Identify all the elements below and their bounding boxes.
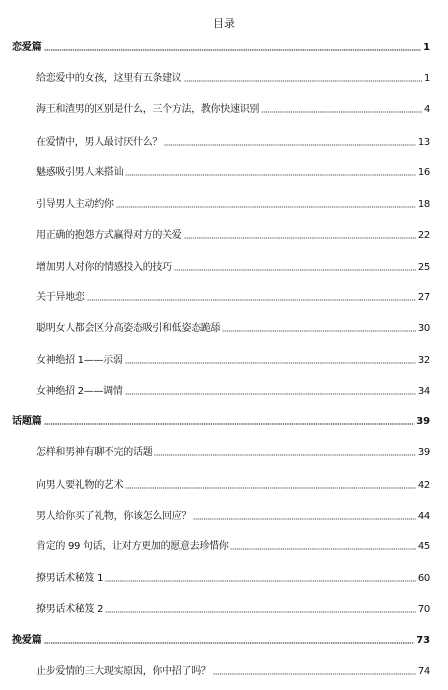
toc-entry[interactable] xyxy=(36,71,430,87)
toc-entry[interactable] xyxy=(36,509,430,525)
toc-entry[interactable] xyxy=(36,571,430,587)
toc-entry-label: 恋爱篇 xyxy=(12,42,42,53)
dot-leader xyxy=(125,392,416,396)
toc-entry[interactable] xyxy=(36,102,430,118)
toc-entry-label: 撩男话术秘笈 2 xyxy=(36,604,104,615)
toc-entry-label: 海王和渣男的区别是什么，三个方法，教你快速识别 xyxy=(36,104,260,115)
dot-leader xyxy=(261,110,422,114)
toc-entry-label: 引导男人主动约你 xyxy=(36,199,114,210)
toc-entry[interactable] xyxy=(36,539,430,555)
dot-leader xyxy=(164,143,416,147)
dot-leader xyxy=(44,641,415,645)
toc-entry-label: 在爱情中，男人最讨厌什么？ xyxy=(36,137,163,148)
toc-page-number: 42 xyxy=(417,480,430,491)
toc-entry[interactable] xyxy=(36,478,430,494)
toc-page-number: 32 xyxy=(417,355,430,366)
toc-page-number: 18 xyxy=(417,199,430,210)
toc-entry[interactable] xyxy=(36,664,430,680)
toc-page-number: 1 xyxy=(423,73,430,84)
toc-page-number: 60 xyxy=(417,573,430,584)
dot-leader xyxy=(116,205,416,209)
page-title: 目录 xyxy=(213,17,235,30)
toc-entry[interactable] xyxy=(36,197,430,213)
toc-page-number: 39 xyxy=(417,447,430,458)
toc-entry[interactable] xyxy=(36,384,430,400)
toc-entry-label: 话题篇 xyxy=(12,416,42,427)
toc-section[interactable] xyxy=(12,414,430,430)
toc-entry[interactable] xyxy=(36,290,430,306)
dot-leader xyxy=(105,579,416,583)
toc-entry-label: 关于异地恋 xyxy=(36,292,85,303)
toc-entry-label: 增加男人对你的情感投入的技巧 xyxy=(36,262,172,273)
toc-page-number: 34 xyxy=(417,386,430,397)
toc-page-number: 25 xyxy=(417,262,430,273)
toc-page-number: 73 xyxy=(416,635,430,646)
toc-page-number: 30 xyxy=(417,323,430,334)
toc-page-number: 39 xyxy=(416,416,430,427)
toc-page-number: 74 xyxy=(417,666,430,677)
dot-leader xyxy=(222,329,416,333)
toc-entry-label: 向男人要礼物的艺术 xyxy=(36,480,124,491)
toc-page-number: 1 xyxy=(423,42,430,53)
toc-entry-label: 女神绝招 2——调情 xyxy=(36,386,123,397)
toc-entry[interactable] xyxy=(36,321,430,337)
toc-entry-label: 给恋爱中的女孩，这里有五条建议 xyxy=(36,73,182,84)
toc-page-number: 27 xyxy=(417,292,430,303)
toc-entry-label: 用正确的抱怨方式赢得对方的关爱 xyxy=(36,230,182,241)
dot-leader xyxy=(87,298,416,302)
toc-page-number: 4 xyxy=(423,104,430,115)
toc-entry[interactable] xyxy=(36,135,430,151)
toc-entry-label: 肯定的 99 句话，让对方更加的愿意去珍惜你 xyxy=(36,541,229,552)
dot-leader xyxy=(44,422,415,426)
toc-entry-label: 怎样和男神有聊不完的话题 xyxy=(36,447,153,458)
toc-entry-label: 止步爱情的三大现实原因，你中招了吗？ xyxy=(36,666,211,677)
dot-leader xyxy=(174,268,416,272)
toc-entry[interactable] xyxy=(36,445,430,461)
toc-entry[interactable] xyxy=(36,228,430,244)
toc-page-number: 13 xyxy=(417,137,430,148)
toc-page-number: 22 xyxy=(417,230,430,241)
toc-page-number: 44 xyxy=(417,511,430,522)
dot-leader xyxy=(184,79,422,83)
dot-leader xyxy=(125,361,416,365)
dot-leader xyxy=(125,173,416,177)
dot-leader xyxy=(230,547,415,551)
toc-entry-label: 女神绝招 1——示弱 xyxy=(36,355,123,366)
dot-leader xyxy=(184,236,416,240)
toc-entry-label: 聪明女人都会区分高姿态吸引和低姿态跪舔 xyxy=(36,323,221,334)
toc-entry-label: 魅惑吸引男人来搭讪 xyxy=(36,167,124,178)
toc-page-number: 70 xyxy=(417,604,430,615)
toc-entry[interactable] xyxy=(36,260,430,276)
toc-entry[interactable] xyxy=(36,353,430,369)
toc-section[interactable] xyxy=(12,40,430,56)
dot-leader xyxy=(44,48,421,52)
toc-entry-label: 撩男话术秘笈 1 xyxy=(36,573,104,584)
toc-entry-label: 挽爱篇 xyxy=(12,635,42,646)
toc-entry[interactable] xyxy=(36,602,430,618)
toc-section[interactable] xyxy=(12,633,430,649)
dot-leader xyxy=(125,486,416,490)
dot-leader xyxy=(213,672,416,676)
toc-page-number: 16 xyxy=(417,167,430,178)
dot-leader xyxy=(193,517,416,521)
toc-entry[interactable] xyxy=(36,165,430,181)
dot-leader xyxy=(105,610,416,614)
dot-leader xyxy=(154,453,415,457)
toc-entry-label: 男人给你买了礼物，你该怎么回应？ xyxy=(36,511,192,522)
toc-page-number: 45 xyxy=(417,541,430,552)
